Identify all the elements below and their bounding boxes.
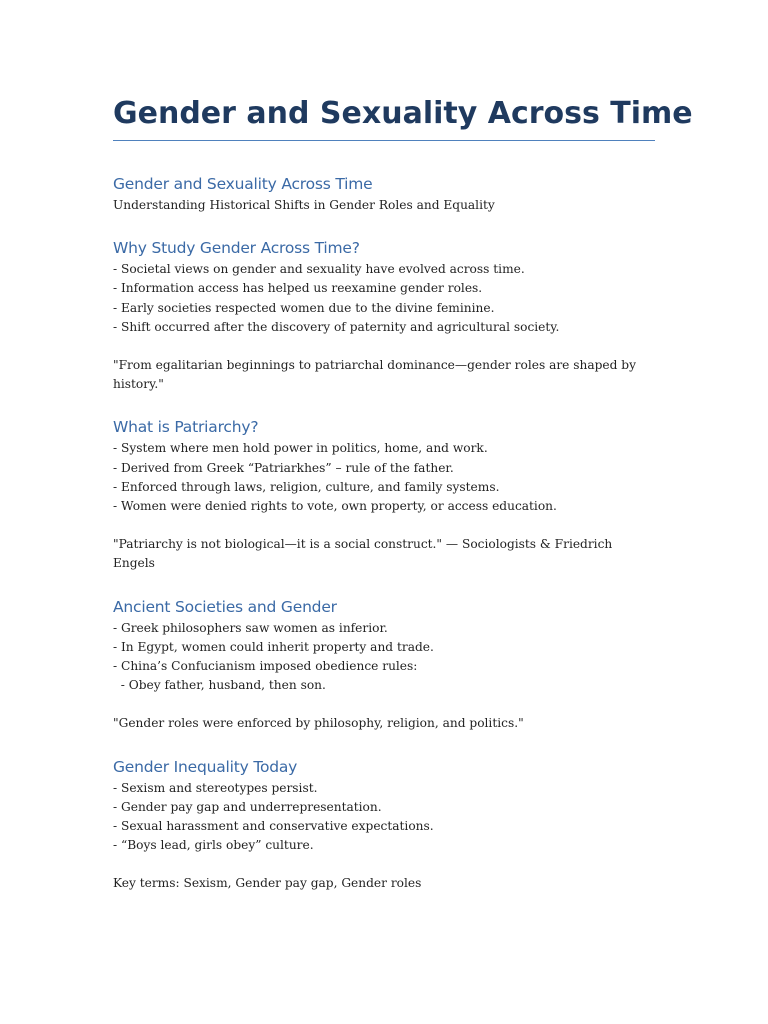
section-heading: What is Patriarchy? <box>113 418 259 437</box>
section-intro <box>113 174 655 215</box>
bullet-line: - In Egypt, women could inherit property and trade. <box>113 639 434 654</box>
bullet-line: - Sexual harassment and conservative expectations. <box>113 819 434 834</box>
section-ancient-societies <box>113 597 655 734</box>
bullet-line: - Gender pay gap and underrepresentation. <box>113 799 382 814</box>
bullet-line: - Early societies respected women due to the divine feminine. <box>113 300 495 315</box>
section-heading: Gender Inequality Today <box>113 757 298 776</box>
bullet-line: - Greek philosophers saw women as inferior. <box>113 620 388 635</box>
quote-paragraph: "From egalitarian beginnings to patriarchal dominance—gender roles are shaped by history." <box>113 358 636 392</box>
section-heading: Ancient Societies and Gender <box>113 597 337 616</box>
bullet-line: - Women were denied rights to vote, own property, or access education. <box>113 499 557 514</box>
section-why-study <box>113 238 655 394</box>
bullet-line: - Societal views on gender and sexuality have evolved across time. <box>113 262 525 277</box>
key-terms-paragraph: Key terms: Sexism, Gender pay gap, Gender roles <box>113 876 422 891</box>
sub-bullet-line: - Obey father, husband, then son. <box>113 678 326 693</box>
bullet-line: - System where men hold power in politics, home, and work. <box>113 441 488 456</box>
quote-paragraph: "Gender roles were enforced by philosophy, religion, and politics." <box>113 716 524 731</box>
section-patriarchy <box>113 417 655 573</box>
section-inequality-today <box>113 757 655 894</box>
subtitle-line: Understanding Historical Shifts in Gender Roles and Equality <box>113 198 495 212</box>
bullet-line: - Information access has helped us reexamine gender roles. <box>113 281 483 296</box>
document-page <box>113 96 693 894</box>
document-title: Gender and Sexuality Across Time <box>113 96 655 141</box>
section-heading: Why Study Gender Across Time? <box>113 239 360 258</box>
bullet-line: - China’s Confucianism imposed obedience rules: <box>113 659 418 674</box>
quote-paragraph: "Patriarchy is not biological—it is a social construct." — Sociologists & Friedrich Engels <box>113 537 613 571</box>
bullet-line: - Enforced through laws, religion, culture, and family systems. <box>113 479 500 494</box>
bullet-line: - Derived from Greek “Patriarkhes” – rule of the father. <box>113 460 454 475</box>
section-heading: Gender and Sexuality Across Time <box>113 175 373 193</box>
bullet-line: - Shift occurred after the discovery of paternity and agricultural society. <box>113 319 560 334</box>
bullet-line: - Sexism and stereotypes persist. <box>113 780 318 795</box>
bullet-line: - “Boys lead, girls obey” culture. <box>113 838 314 853</box>
